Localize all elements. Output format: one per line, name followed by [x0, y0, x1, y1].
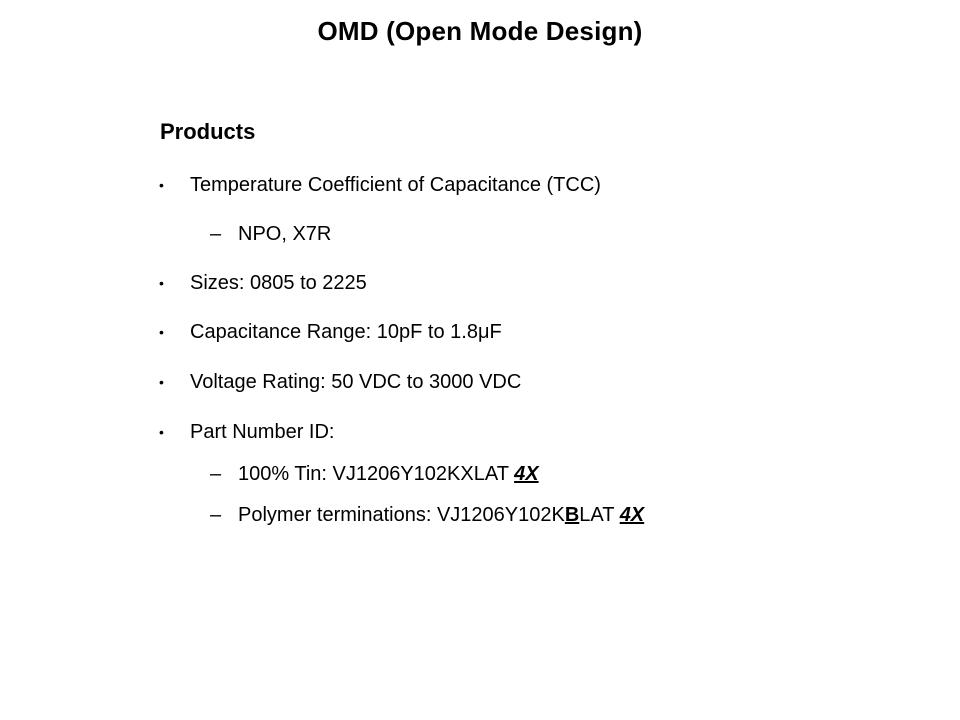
bullet-text: Capacitance Range: 10pF to 1.8μF — [190, 321, 502, 343]
sub-item-text-after: LAT — [579, 504, 620, 526]
dash-icon: – — [210, 223, 222, 245]
sub-item-polymer-part-number — [210, 503, 645, 527]
bullet-text: Sizes: 0805 to 2225 — [190, 272, 367, 294]
bullet-item-sizes — [159, 271, 367, 295]
bullet-item-tcc — [159, 173, 601, 197]
sub-item-text: Polymer terminations: VJ1206Y102K — [238, 504, 565, 526]
dash-icon: – — [210, 463, 222, 485]
bullet-icon: • — [159, 177, 164, 193]
bullet-icon: • — [159, 275, 164, 291]
slide-title: OMD (Open Mode Design) — [317, 16, 643, 46]
part-suffix: 4X — [514, 463, 539, 485]
sub-item-tin-part-number — [210, 462, 539, 486]
bullet-item-voltage-rating — [159, 370, 522, 394]
section-heading-products: Products — [160, 119, 256, 144]
bullet-item-capacitance-range — [159, 320, 502, 344]
sub-item-text: 100% Tin: VJ1206Y102KXLAT — [238, 463, 515, 485]
sub-item-text: NPO, X7R — [238, 223, 332, 245]
termination-code: B — [564, 504, 580, 526]
bullet-icon: • — [159, 324, 164, 340]
part-suffix: 4X — [619, 504, 645, 526]
bullet-text: Temperature Coefficient of Capacitance (TCC) — [190, 174, 601, 196]
dash-icon: – — [210, 504, 222, 526]
bullet-icon: • — [159, 374, 164, 390]
bullet-text: Part Number ID: — [190, 421, 335, 443]
bullet-item-part-number-id — [159, 420, 335, 444]
sub-item-tcc-types — [210, 222, 332, 246]
bullet-text: Voltage Rating: 50 VDC to 3000 VDC — [190, 371, 522, 393]
bullet-icon: • — [159, 424, 164, 440]
